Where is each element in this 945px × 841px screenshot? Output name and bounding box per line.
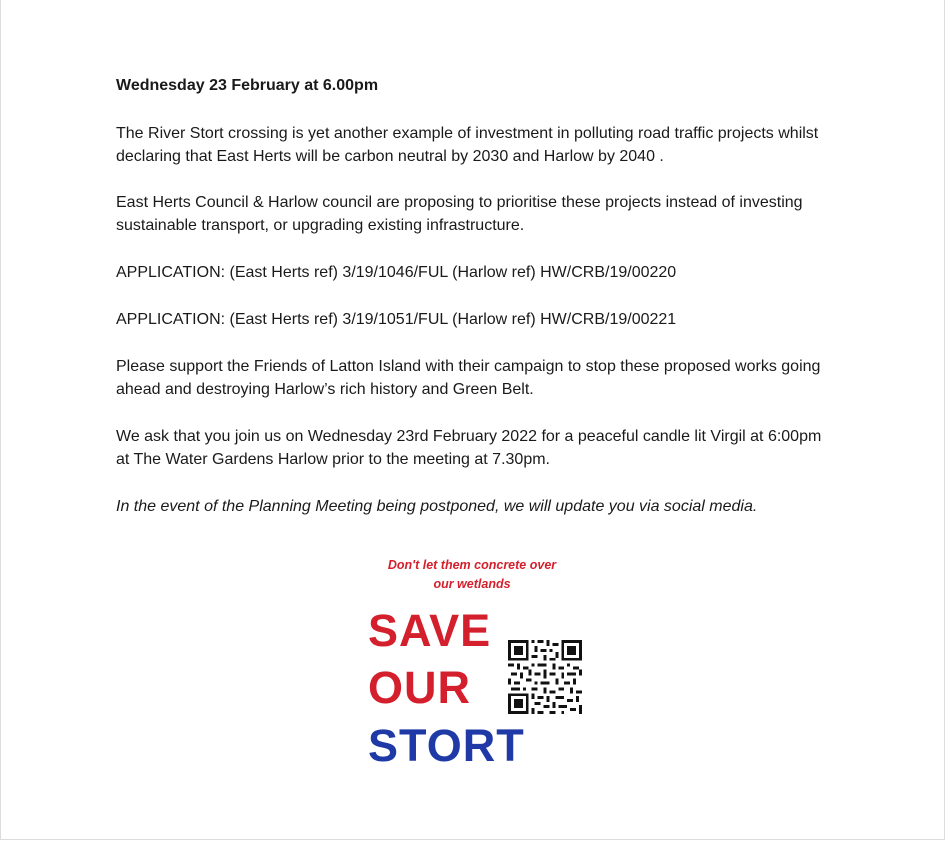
logo-tagline [362, 556, 582, 594]
paragraph-postponed: In the event of the Planning Meeting being postponed, we will update you via social media. [116, 498, 758, 515]
event-date-heading: Wednesday 23 February at 6.00pm [116, 77, 379, 94]
paragraph-support: Please support the Friends of Latton Island with their campaign to stop these proposed works going ahead and destroying Harlow’s rich history and Green Belt. [116, 358, 821, 398]
paragraph-vigil: We ask that you join us on Wednesday 23rd February 2022 for a peaceful candle lit Virgil at 6:00pm at The Water Gardens Harlow prior to the meeting at 7.30pm. [116, 428, 822, 468]
tagline-line-1: Don't let them concrete over [387, 558, 557, 572]
save-our-stort-logo [362, 556, 592, 771]
tagline-line-2: our wetlands [433, 577, 511, 591]
paragraph-river-stort: The River Stort crossing is yet another example of investment in polluting road traffic projects whilst declaring that East Herts will be carbon neutral by 2030 and Harlow by 2040 . [116, 125, 819, 165]
qr-code-icon [508, 640, 582, 714]
logo-word-save: SAVE [368, 605, 492, 656]
paragraph-councils: East Herts Council & Harlow council are proposing to prioritise these projects instead of investing sustainable transport, or upgrading existing infrastructure. [116, 194, 803, 234]
logo-word-stort: STORT [368, 720, 525, 771]
document-body [116, 74, 836, 518]
logo-word-our: OUR [368, 662, 471, 713]
application-ref-1: APPLICATION: (East Herts ref) 3/19/1046/FUL (Harlow ref) HW/CRB/19/00220 [116, 264, 677, 281]
application-ref-2: APPLICATION: (East Herts ref) 3/19/1051/FUL (Harlow ref) HW/CRB/19/00221 [116, 311, 677, 328]
